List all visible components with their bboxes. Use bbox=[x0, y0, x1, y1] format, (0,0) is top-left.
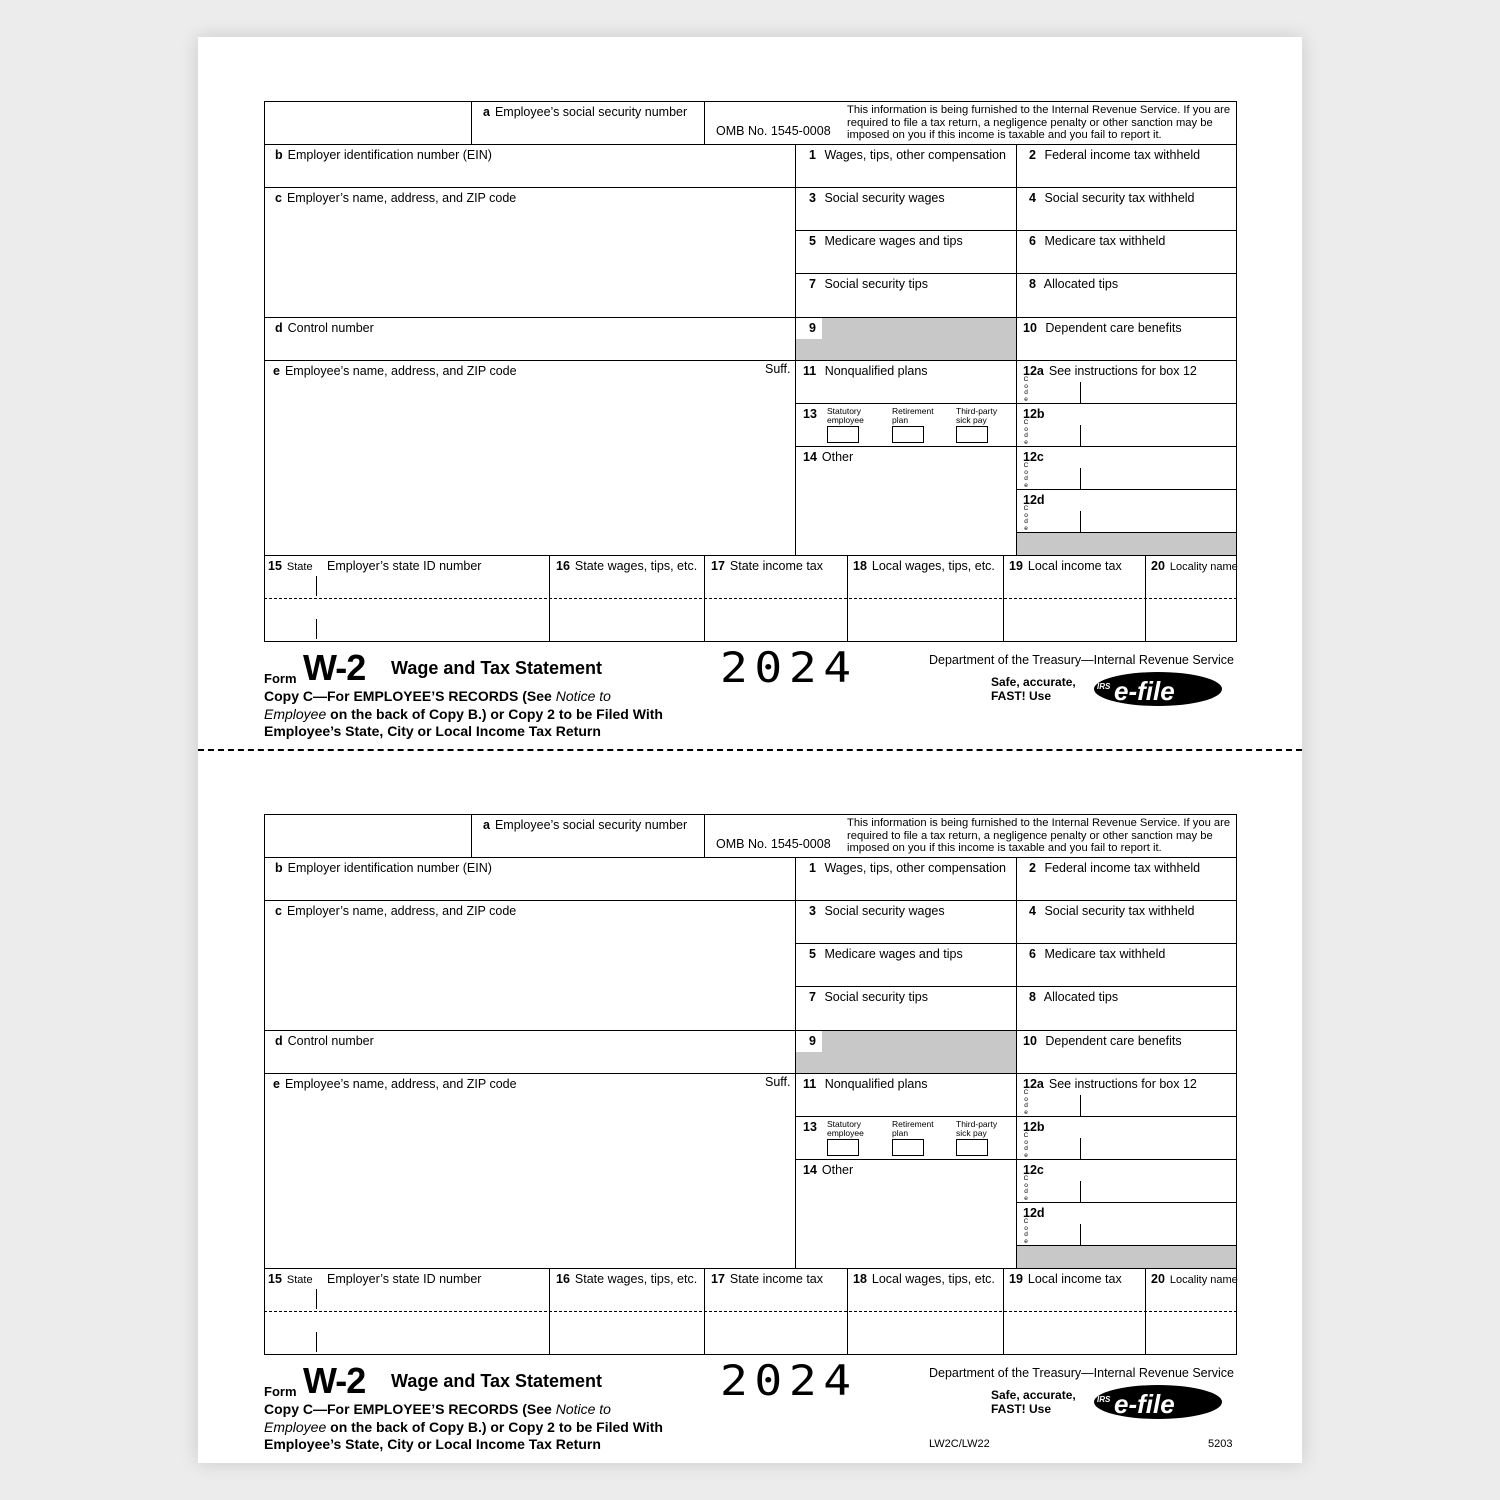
box12a-label: 12a See instructions for box 12 bbox=[1023, 1077, 1197, 1091]
form-title: Wage and Tax Statement bbox=[391, 1371, 603, 1391]
rule bbox=[471, 101, 472, 144]
safe-accurate-label: Safe, accurate, FAST! Use bbox=[991, 675, 1076, 703]
box8-label: 8 Allocated tips bbox=[1029, 990, 1119, 1004]
box13-label: 13 bbox=[803, 407, 817, 421]
box9-shade bbox=[796, 1052, 822, 1073]
rule bbox=[264, 187, 1237, 188]
box12d-label: 12d bbox=[1023, 493, 1045, 507]
box-e-label: e Employee’s name, address, and ZIP code bbox=[273, 364, 517, 378]
form-w2-name: W-2 bbox=[303, 647, 366, 688]
box-b-label: b Employer identification number (EIN) bbox=[275, 148, 492, 162]
box12c-code-label: C o d e bbox=[1023, 1175, 1029, 1202]
safe-accurate-label: Safe, accurate, FAST! Use bbox=[991, 1388, 1076, 1416]
box12b-code-label: C o d e bbox=[1023, 1132, 1029, 1159]
retirement-plan-checkbox[interactable] bbox=[892, 1139, 924, 1156]
box19-label: 19 Local income tax bbox=[1009, 559, 1122, 573]
rule bbox=[1016, 489, 1237, 490]
w2-copy-top bbox=[0, 0, 1500, 739]
box12a-label: 12a See instructions for box 12 bbox=[1023, 364, 1197, 378]
box12c-label: 12c bbox=[1023, 1163, 1044, 1177]
box14-label: 14 Other bbox=[803, 1163, 854, 1177]
state-tick bbox=[316, 1332, 317, 1352]
box9-label: 9 bbox=[809, 1034, 816, 1048]
box9-shade bbox=[822, 318, 1016, 360]
form-number: 5203 bbox=[1208, 1438, 1233, 1450]
rule bbox=[704, 1268, 705, 1355]
code-divider bbox=[1080, 1224, 1081, 1245]
rule bbox=[1016, 144, 1017, 555]
irs-notice: This information is being furnished to the Internal Revenue Service. If you are required to file a tax return, a negligence penalty or other sanction may be imposed on you if this income is taxable and you fail to report it. bbox=[847, 104, 1231, 141]
rule bbox=[1003, 1268, 1004, 1355]
box5-label: 5 Medicare wages and tips bbox=[809, 234, 963, 248]
box19-label: 19 Local income tax bbox=[1009, 1272, 1122, 1286]
box14-label: 14 Other bbox=[803, 450, 854, 464]
dashed-rule bbox=[264, 598, 1237, 599]
box9-label: 9 bbox=[809, 321, 816, 335]
box7-label: 7 Social security tips bbox=[809, 277, 928, 291]
box10-label: 10 Dependent care benefits bbox=[1023, 321, 1182, 335]
box12d-label: 12d bbox=[1023, 1206, 1045, 1220]
box9-shade bbox=[822, 1031, 1016, 1073]
box-b-label: b Employer identification number (EIN) bbox=[275, 861, 492, 875]
rule bbox=[847, 1268, 848, 1355]
statutory-employee-label: Statutory employee bbox=[827, 406, 864, 425]
box3-label: 3 Social security wages bbox=[809, 191, 945, 205]
rule bbox=[549, 1268, 550, 1355]
rule bbox=[704, 814, 705, 857]
retirement-plan-label: Retirement plan bbox=[892, 406, 934, 425]
box2-label: 2 Federal income tax withheld bbox=[1029, 861, 1201, 875]
rule bbox=[549, 555, 550, 642]
box4-label: 4 Social security tax withheld bbox=[1029, 904, 1195, 918]
box-d-label: d Control number bbox=[275, 321, 374, 335]
box-c-label: c Employer’s name, address, and ZIP code bbox=[275, 904, 517, 918]
box18-label: 18 Local wages, tips, etc. bbox=[853, 559, 995, 573]
code-divider bbox=[1080, 425, 1081, 446]
box13-label: 13 bbox=[803, 1120, 817, 1134]
box16-label: 16 State wages, tips, etc. bbox=[556, 559, 698, 573]
omb-number: OMB No. 1545-0008 bbox=[716, 124, 831, 138]
box15-label: 15 State bbox=[268, 559, 313, 573]
tax-year: 2024 bbox=[720, 643, 858, 692]
rule bbox=[264, 1268, 1237, 1269]
code-divider bbox=[1080, 1138, 1081, 1159]
rule bbox=[264, 857, 1237, 858]
dashed-rule bbox=[264, 1311, 1237, 1312]
box12c-label: 12c bbox=[1023, 450, 1044, 464]
irs-efile-logo bbox=[1092, 670, 1224, 708]
box-c-label: c Employer’s name, address, and ZIP code bbox=[275, 191, 517, 205]
box-a-label: a Employee’s social security number bbox=[483, 818, 688, 832]
box12-shade bbox=[1017, 1246, 1236, 1268]
box17-label: 17 State income tax bbox=[711, 559, 824, 573]
irs-logo-text: IRS bbox=[1097, 682, 1111, 691]
suffix-label: Suff. bbox=[765, 362, 791, 376]
code-divider bbox=[1080, 468, 1081, 489]
statutory-employee-checkbox[interactable] bbox=[827, 426, 859, 443]
third-party-sick-pay-label: Third-party sick pay bbox=[956, 406, 998, 425]
box-e-label: e Employee’s name, address, and ZIP code bbox=[273, 1077, 517, 1091]
box12d-code-label: C o d e bbox=[1023, 1218, 1029, 1245]
box15-id-label: Employer’s state ID number bbox=[327, 1272, 482, 1286]
retirement-plan-checkbox[interactable] bbox=[892, 426, 924, 443]
box3-label: 3 Social security wages bbox=[809, 904, 945, 918]
form-w2-name: W-2 bbox=[303, 1360, 366, 1401]
box7-label: 7 Social security tips bbox=[809, 990, 928, 1004]
box12b-label: 12b bbox=[1023, 1120, 1045, 1134]
statutory-employee-checkbox[interactable] bbox=[827, 1139, 859, 1156]
copy-instructions: Copy C—For EMPLOYEE’S RECORDS (See Notice to Employee on the back of Copy B.) or Copy 2 to be Filed With Employee’s State, City or Local Income Tax Return bbox=[264, 1401, 663, 1452]
box20-label: 20 Locality name bbox=[1151, 1272, 1238, 1286]
box9-shade bbox=[796, 339, 822, 360]
third-party-sick-pay-checkbox[interactable] bbox=[956, 1139, 988, 1156]
third-party-sick-pay-label: Third-party sick pay bbox=[956, 1119, 998, 1138]
department-label: Department of the Treasury—Internal Revenue Service bbox=[929, 1366, 1235, 1380]
rule bbox=[264, 144, 1237, 145]
box12b-code-label: C o d e bbox=[1023, 419, 1029, 446]
box1-label: 1 Wages, tips, other compensation bbox=[809, 148, 1007, 162]
irs-logo-text: IRS bbox=[1097, 1395, 1111, 1404]
code-divider bbox=[1080, 1095, 1081, 1116]
rule bbox=[704, 555, 705, 642]
rule bbox=[1003, 555, 1004, 642]
box16-label: 16 State wages, tips, etc. bbox=[556, 1272, 698, 1286]
irs-efile-logo bbox=[1092, 1383, 1224, 1421]
rule bbox=[264, 900, 1237, 901]
rule bbox=[1016, 1202, 1237, 1203]
box17-label: 17 State income tax bbox=[711, 1272, 824, 1286]
box4-label: 4 Social security tax withheld bbox=[1029, 191, 1195, 205]
box15-id-label: Employer’s state ID number bbox=[327, 559, 482, 573]
third-party-sick-pay-checkbox[interactable] bbox=[956, 426, 988, 443]
code-divider bbox=[1080, 511, 1081, 532]
rule bbox=[704, 101, 705, 144]
box12-shade bbox=[1017, 533, 1236, 555]
efile-logo-text: e-file bbox=[1114, 676, 1175, 706]
rule bbox=[264, 360, 1237, 361]
box6-label: 6 Medicare tax withheld bbox=[1029, 234, 1166, 248]
box18-label: 18 Local wages, tips, etc. bbox=[853, 1272, 995, 1286]
form-word: Form bbox=[264, 1384, 297, 1399]
box10-label: 10 Dependent care benefits bbox=[1023, 1034, 1182, 1048]
copy-instructions: Copy C—For EMPLOYEE’S RECORDS (See Notice to Employee on the back of Copy B.) or Copy 2 to be Filed With Employee’s State, City or Local Income Tax Return bbox=[264, 688, 663, 739]
box11-label: 11 Nonqualified plans bbox=[803, 364, 928, 378]
irs-notice: This information is being furnished to the Internal Revenue Service. If you are required to file a tax return, a negligence penalty or other sanction may be imposed on you if this income is taxable and you fail to report it. bbox=[847, 817, 1231, 854]
box11-label: 11 Nonqualified plans bbox=[803, 1077, 928, 1091]
rule bbox=[264, 1073, 1237, 1074]
box15-label: 15 State bbox=[268, 1272, 313, 1286]
suffix-label: Suff. bbox=[765, 1075, 791, 1089]
statutory-employee-label: Statutory employee bbox=[827, 1119, 864, 1138]
code-divider bbox=[1080, 1181, 1081, 1202]
rule bbox=[471, 814, 472, 857]
box20-label: 20 Locality name bbox=[1151, 559, 1238, 573]
rule bbox=[1145, 555, 1146, 642]
box1-label: 1 Wages, tips, other compensation bbox=[809, 861, 1007, 875]
box-d-label: d Control number bbox=[275, 1034, 374, 1048]
rule bbox=[264, 555, 1237, 556]
rule bbox=[264, 317, 1237, 318]
state-tick bbox=[316, 619, 317, 639]
box12a-code-label: C o d e bbox=[1023, 376, 1029, 403]
state-tick bbox=[316, 576, 317, 596]
efile-logo-text: e-file bbox=[1114, 1389, 1175, 1419]
box12a-code-label: C o d e bbox=[1023, 1089, 1029, 1116]
rule bbox=[847, 555, 848, 642]
retirement-plan-label: Retirement plan bbox=[892, 1119, 934, 1138]
box-a-label: a Employee’s social security number bbox=[483, 105, 688, 119]
form-title: Wage and Tax Statement bbox=[391, 658, 603, 678]
box2-label: 2 Federal income tax withheld bbox=[1029, 148, 1201, 162]
form-word: Form bbox=[264, 671, 297, 686]
tax-year: 2024 bbox=[720, 1356, 858, 1405]
omb-number: OMB No. 1545-0008 bbox=[716, 837, 831, 851]
box5-label: 5 Medicare wages and tips bbox=[809, 947, 963, 961]
rule bbox=[264, 1030, 1237, 1031]
product-code: LW2C/LW22 bbox=[929, 1438, 990, 1450]
box12c-code-label: C o d e bbox=[1023, 462, 1029, 489]
box12b-label: 12b bbox=[1023, 407, 1045, 421]
code-divider bbox=[1080, 382, 1081, 403]
box6-label: 6 Medicare tax withheld bbox=[1029, 947, 1166, 961]
box12d-code-label: C o d e bbox=[1023, 505, 1029, 532]
rule bbox=[1145, 1268, 1146, 1355]
state-tick bbox=[316, 1289, 317, 1309]
rule bbox=[1016, 857, 1017, 1268]
department-label: Department of the Treasury—Internal Revenue Service bbox=[929, 653, 1235, 667]
box8-label: 8 Allocated tips bbox=[1029, 277, 1119, 291]
